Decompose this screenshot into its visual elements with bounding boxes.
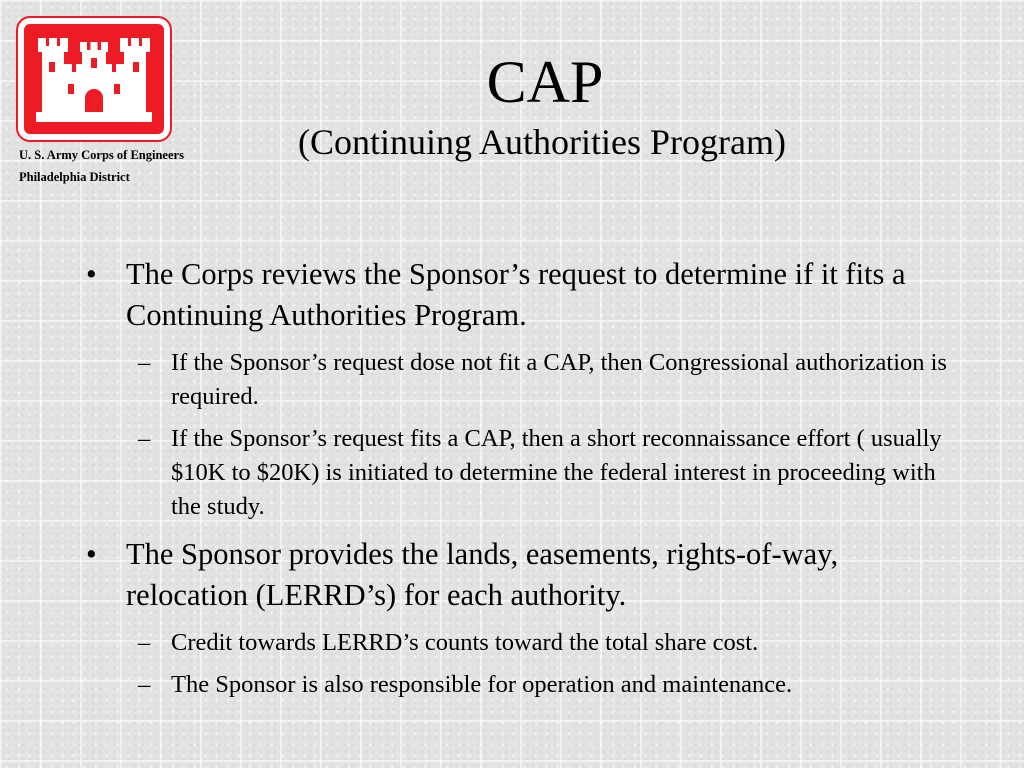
- sub-bullet-text: The Sponsor is also responsible for operation and maintenance.: [171, 671, 793, 698]
- bullet-text: The Corps reviews the Sponsor’s request to determine if it fits a Continuing Authorities Program.: [126, 257, 906, 332]
- sub-bullet-item: [138, 668, 951, 702]
- dash-marker: –: [138, 671, 151, 698]
- sub-bullet-item: [138, 626, 951, 660]
- bullet-item: [86, 254, 956, 336]
- bullet-marker: •: [86, 257, 97, 291]
- sub-bullet-item: [138, 422, 951, 524]
- organization-name: U. S. Army Corps of Engineers: [19, 148, 184, 162]
- sub-bullet-text: If the Sponsor’s request fits a CAP, then a short reconnaissance effort ( usually $10K to $20K) is initiated to determine the federal interest in proceeding with the study.: [171, 425, 942, 520]
- sub-bullet-text: If the Sponsor’s request dose not fit a CAP, then Congressional authorization is required.: [171, 349, 947, 410]
- bullet-marker: •: [86, 537, 97, 571]
- dash-marker: –: [138, 425, 151, 452]
- district-name: Philadelphia District: [19, 170, 130, 184]
- sub-bullet-item: [138, 346, 951, 414]
- slide-subtitle: (Continuing Authorities Program): [298, 122, 786, 162]
- bullet-item: [86, 534, 956, 616]
- bullet-text: The Sponsor provides the lands, easements, rights-of-way, relocation (LERRD’s) for each authority.: [126, 537, 839, 612]
- dash-marker: –: [138, 349, 151, 376]
- bullet-list: [0, 254, 1024, 702]
- sub-bullet-text: Credit towards LERRD’s counts toward the total share cost.: [171, 629, 759, 656]
- dash-marker: –: [138, 629, 151, 656]
- slide-title: CAP: [486, 49, 604, 115]
